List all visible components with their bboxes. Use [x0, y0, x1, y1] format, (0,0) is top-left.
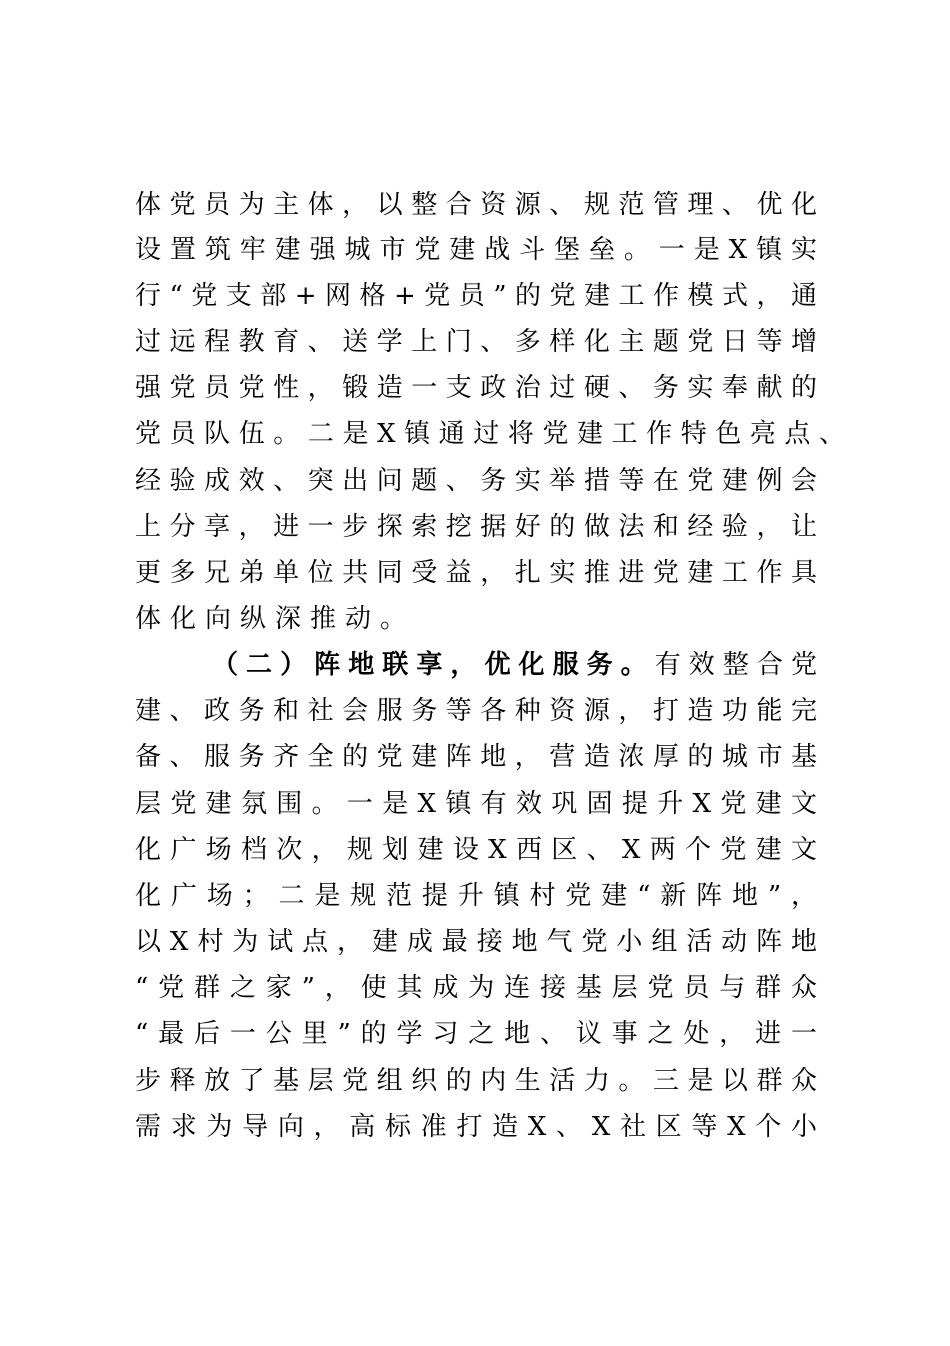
paragraph-line: 党员队伍。二是X镇通过将党建工作特色亮点、: [135, 419, 845, 449]
paragraph-line: 行“党支部+网格+党员”的党建工作模式，通: [135, 281, 817, 311]
paragraph-line: 强党员党性，锻造一支政治过硬、务实奉献的: [135, 373, 817, 403]
paragraph-line: 建、政务和社会服务等各种资源，打造功能完: [135, 696, 817, 726]
paragraph-line: 体党员为主体，以整合资源、规范管理、优化: [135, 190, 817, 220]
section-heading-rest: 有效整合党: [654, 650, 817, 680]
paragraph-line: 设置筑牢建强城市党建战斗堡垒。一是X镇实: [135, 235, 817, 265]
paragraph-line: 化广场；二是规范提升镇村党建“新阵地”，: [135, 881, 817, 911]
section-heading: （二）阵地联享，优化服务。: [212, 650, 655, 680]
paragraph-line: 更多兄弟单位共同受益，扎实推进党建工作具: [135, 558, 817, 588]
paragraph-line: 上分享，进一步探索挖据好的做法和经验，让: [135, 512, 817, 542]
paragraph-line: 体化向纵深推动。: [135, 604, 416, 634]
paragraph-line: “党群之家”，使其成为连接基层党员与群众: [135, 973, 817, 1003]
paragraph-line: 经验成效、突出问题、务实举措等在党建例会: [135, 466, 817, 496]
paragraph-line: 过远程教育、送学上门、多样化主题党日等增: [135, 327, 817, 357]
paragraph-line: 层党建氛围。一是X镇有效巩固提升X党建文: [135, 789, 817, 819]
paragraph-line: 需求为导向，高标准打造X、X社区等X个小: [135, 1112, 817, 1142]
paragraph-line: “最后一公里”的学习之地、议事之处，进一: [135, 1019, 817, 1049]
paragraph-line: 备、服务齐全的党建阵地，营造浓厚的城市基: [135, 742, 817, 772]
paragraph-line: 步释放了基层党组织的内生活力。三是以群众: [135, 1066, 817, 1096]
section-heading-line: [212, 647, 817, 683]
paragraph-line: 以X村为试点，建成最接地气党小组活动阵地: [135, 927, 817, 957]
paragraph-line: 化广场档次，规划建设X西区、X两个党建文: [135, 835, 817, 865]
